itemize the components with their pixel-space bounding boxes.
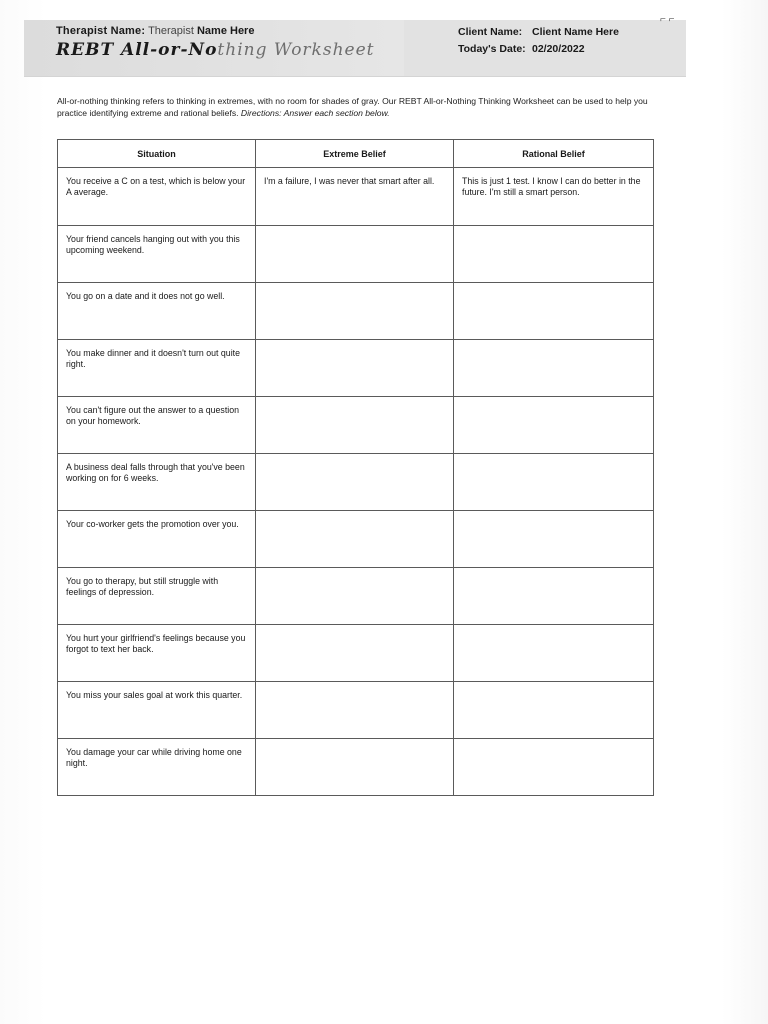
date-label: Today's Date: xyxy=(458,43,526,55)
extreme-belief-cell[interactable] xyxy=(256,454,454,511)
table-row xyxy=(58,454,654,511)
extreme-belief-cell[interactable]: I'm a failure, I was never that smart after all. xyxy=(256,168,454,226)
extreme-belief-cell[interactable] xyxy=(256,397,454,454)
table-row xyxy=(58,283,654,340)
worksheet-title-faded: thing Worksheet xyxy=(217,40,375,60)
rational-belief-cell[interactable] xyxy=(454,283,654,340)
table-row xyxy=(58,739,654,796)
worksheet-title-bold: REBT All-or-No xyxy=(56,40,218,60)
client-name-label: Client Name: xyxy=(458,26,523,38)
header-situation: Situation xyxy=(58,140,256,168)
therapist-name-line xyxy=(56,25,254,37)
rational-belief-cell[interactable]: This is just 1 test. I know I can do better in the future. I'm still a smart person. xyxy=(454,168,654,226)
table-row xyxy=(58,568,654,625)
table-row xyxy=(58,682,654,739)
therapist-name-prefix: Therapist xyxy=(148,25,194,37)
table-row xyxy=(58,226,654,283)
extreme-belief-cell[interactable] xyxy=(256,682,454,739)
date-row xyxy=(458,41,619,58)
table-row xyxy=(58,625,654,682)
intro-text: All-or-nothing thinking refers to thinking in extremes, with no room for shades of gray. Our REBT All-or-Nothing Thinking Worksheet can be used to help you practice identifying extreme and rational beliefs. xyxy=(57,96,648,118)
rational-belief-cell[interactable] xyxy=(454,511,654,568)
table-body xyxy=(58,168,654,796)
worksheet-table xyxy=(57,139,654,796)
situation-cell: Your co-worker gets the promotion over you. xyxy=(58,511,256,568)
client-name-value: Client Name Here xyxy=(532,26,619,38)
worksheet-title xyxy=(56,40,374,60)
rational-belief-cell[interactable] xyxy=(454,340,654,397)
rational-belief-cell[interactable] xyxy=(454,682,654,739)
situation-cell: You damage your car while driving home one night. xyxy=(58,739,256,796)
rational-belief-cell[interactable] xyxy=(454,625,654,682)
table-row xyxy=(58,168,654,226)
rational-belief-cell[interactable] xyxy=(454,226,654,283)
intro-paragraph xyxy=(57,95,657,119)
table-row xyxy=(58,340,654,397)
situation-cell: A business deal falls through that you've been working on for 6 weeks. xyxy=(58,454,256,511)
client-name-row xyxy=(458,24,619,41)
header-extreme-belief: Extreme Belief xyxy=(256,140,454,168)
rational-belief-cell[interactable] xyxy=(454,454,654,511)
situation-cell: You miss your sales goal at work this quarter. xyxy=(58,682,256,739)
situation-cell: You receive a C on a test, which is below your A average. xyxy=(58,168,256,226)
corner-mark: ⌐ ⌐ xyxy=(660,14,675,25)
extreme-belief-cell[interactable] xyxy=(256,511,454,568)
situation-cell: You hurt your girlfriend's feelings because you forgot to text her back. xyxy=(58,625,256,682)
extreme-belief-cell[interactable] xyxy=(256,340,454,397)
intro-directions: Directions: Answer each section below. xyxy=(240,108,390,118)
client-info xyxy=(458,24,619,58)
therapist-name-label: Therapist Name: xyxy=(56,25,146,37)
table-row xyxy=(58,397,654,454)
table-header-row xyxy=(58,140,654,168)
rational-belief-cell[interactable] xyxy=(454,568,654,625)
extreme-belief-cell[interactable] xyxy=(256,625,454,682)
date-value: 02/20/2022 xyxy=(532,43,585,55)
header-rational-belief: Rational Belief xyxy=(454,140,654,168)
rational-belief-cell[interactable] xyxy=(454,739,654,796)
therapist-name-placeholder: Name Here xyxy=(196,25,255,37)
situation-cell: Your friend cancels hanging out with you this upcoming weekend. xyxy=(58,226,256,283)
situation-cell: You go on a date and it does not go well. xyxy=(58,283,256,340)
extreme-belief-cell[interactable] xyxy=(256,226,454,283)
situation-cell: You go to therapy, but still struggle with feelings of depression. xyxy=(58,568,256,625)
situation-cell: You make dinner and it doesn't turn out quite right. xyxy=(58,340,256,397)
situation-cell: You can't figure out the answer to a question on your homework. xyxy=(58,397,256,454)
table-row xyxy=(58,511,654,568)
rational-belief-cell[interactable] xyxy=(454,397,654,454)
therapist-name-value xyxy=(148,25,254,37)
extreme-belief-cell[interactable] xyxy=(256,568,454,625)
extreme-belief-cell[interactable] xyxy=(256,283,454,340)
extreme-belief-cell[interactable] xyxy=(256,739,454,796)
